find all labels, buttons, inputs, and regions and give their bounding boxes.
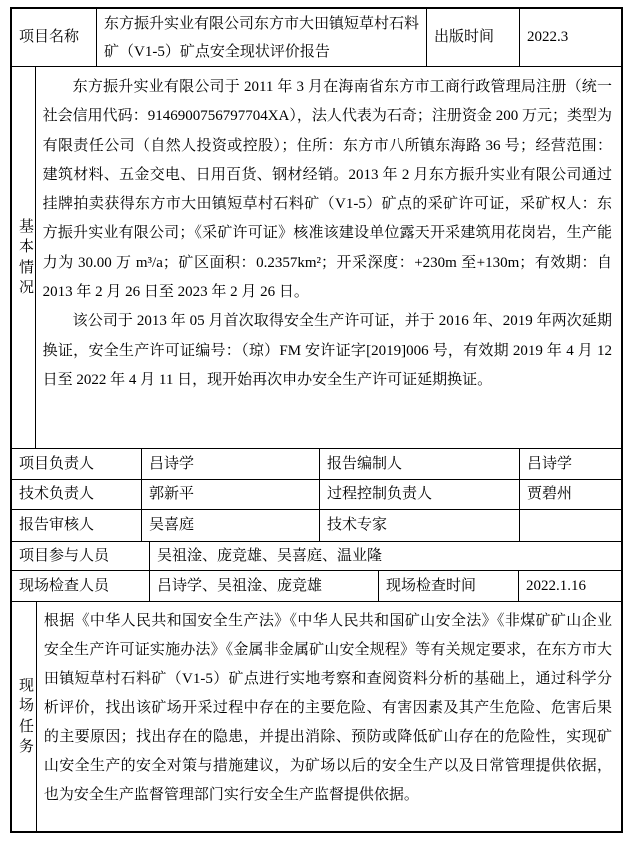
basic-info-text — [36, 67, 621, 448]
participants-value: 吴祖淦、庞竞雄、吴喜庭、温业隆 — [157, 547, 383, 564]
publish-time-label: 出版时间 — [427, 9, 520, 66]
row-participants — [12, 542, 621, 571]
project-info-table — [10, 7, 623, 833]
publish-time-value: 2022.3 — [527, 29, 569, 46]
row-project-name — [12, 9, 621, 67]
process-control-value: 贾碧州 — [527, 486, 573, 503]
technical-leader-value: 郭新平 — [142, 480, 320, 509]
basic-info-paragraph-1: 东方振升实业有限公司于 2011 年 3 月在海南省东方市工商行政管理局注册（统一社会信用代码：9146900756797704XA），法人代表为石奇；注册资金 200 万元；类型为有限责任公司（自然人投资或控股）；住所：东方市八所镇东海路 36 号；经营范围：建筑材料、五金交电、日用百货、钢材经销。2013 年 2 月东方振升实业有限公司通过挂牌拍卖获得东方市大田镇短草村石料矿（V1-5）矿点的采矿许可证，采矿权人：东方振升实业有限公司；《采矿许可证》核准该建设单位露天开采建筑用花岗岩，生产能力为 30.00 万 m³/a；矿区面积：0.2357km²；开采深度：+230m 至+130m；有效期：自 2013 年 2 月 26 日至 2023 年 2 月 26 日。 — [42, 79, 612, 301]
site-task-text — [37, 602, 621, 831]
inspection-time-label: 现场检查时间 — [379, 571, 519, 601]
report-compiler-value: 吕诗学 — [527, 455, 573, 472]
project-name-label: 项目名称 — [12, 9, 97, 66]
project-leader-value: 吕诗学 — [142, 449, 320, 479]
participants-label: 项目参与人员 — [12, 542, 150, 570]
row-project-leader — [12, 449, 621, 480]
row-site-task — [12, 602, 621, 831]
basic-info-paragraph-2: 该公司于 2013 年 05 月首次取得安全生产许可证，并于 2016 年、2019 年两次延期换证，安全生产许可证编号：（琼）FM 安许证字[2019]006 号，有效期 2019 年 4 月 12 日至 2022 年 4 月 11 日，现开始再次申办安全生产许可证延期换证。 — [42, 313, 612, 388]
report-reviewer-value: 吴喜庭 — [142, 510, 320, 541]
site-inspectors-label: 现场检查人员 — [12, 571, 150, 601]
row-site-inspection — [12, 571, 621, 602]
row-technical-leader — [12, 480, 621, 510]
row-report-reviewer — [12, 510, 621, 542]
report-reviewer-label: 报告审核人 — [12, 510, 142, 541]
site-inspectors-value: 吕诗学、吴祖淦、庞竞雄 — [150, 571, 379, 601]
technical-expert-value — [520, 510, 621, 541]
technical-expert-label: 技术专家 — [320, 510, 520, 541]
inspection-time-value: 2022.1.16 — [526, 577, 586, 594]
site-task-paragraph: 根据《中华人民共和国安全生产法》《中华人民共和国矿山安全法》《非煤矿矿山企业安全生产许可证实施办法》《金属非金属矿山安全规程》等有关规定要求，在东方市大田镇短草村石料矿（V1-5）矿点进行实地考察和查阅资料分析的基础上，通过科学分析评价，找出该矿场开采过程中存在的主要危险、有害因素及其产生危险、危害后果的主要原因；找出存在的隐患，并提出消除、预防或降低矿山存在的危险性，实现矿山安全生产的安全对策与措施建议，为矿场以后的安全生产以及日常管理提供依据，也为安全生产监督管理部门实行安全生产监督提供依据。 — [43, 613, 612, 803]
row-basic-info — [12, 67, 621, 449]
process-control-label: 过程控制负责人 — [320, 480, 520, 509]
technical-leader-label: 技术负责人 — [12, 480, 142, 509]
site-task-label: 现场任务 — [12, 602, 37, 831]
basic-info-label: 基本情况 — [12, 67, 36, 448]
project-leader-label: 项目负责人 — [12, 449, 142, 479]
report-compiler-label: 报告编制人 — [320, 449, 520, 479]
project-name-value: 东方振升实业有限公司东方市大田镇短草村石料矿（V1-5）矿点安全现状评价报告 — [97, 9, 427, 66]
